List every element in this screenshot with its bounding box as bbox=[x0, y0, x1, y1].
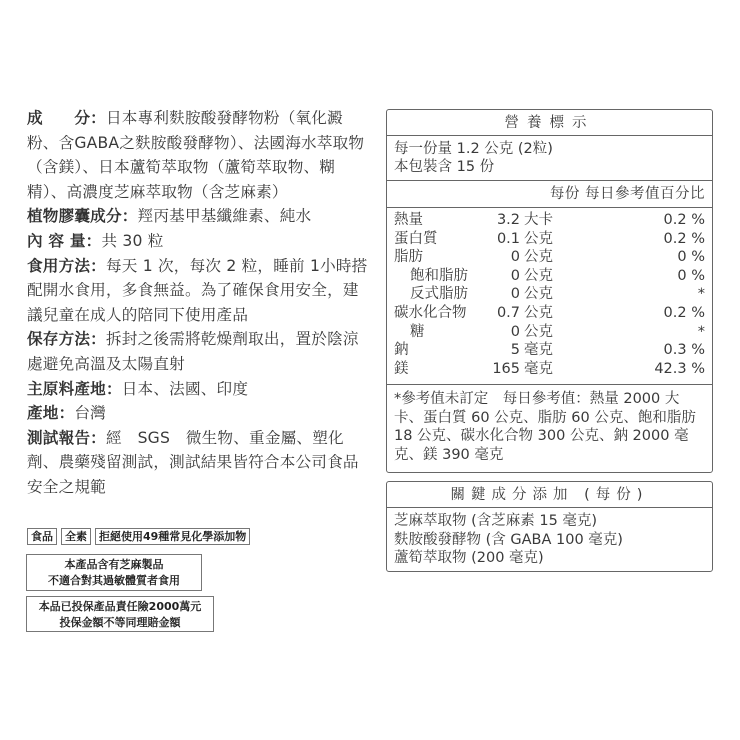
ingredients-label: 成 分： bbox=[27, 109, 106, 127]
origin-label: 主原料產地： bbox=[27, 379, 122, 398]
nutrient-name: 飽和脂肪 bbox=[410, 267, 468, 284]
nutrient-unit: 公克 bbox=[524, 249, 553, 266]
nutrition-header: 每份 每日參考值百分比 bbox=[387, 181, 712, 208]
product-info bbox=[27, 106, 372, 500]
nutrient-name: 碳水化合物 bbox=[394, 304, 467, 321]
test-label: 測試報告： bbox=[27, 428, 106, 447]
nutrient-name: 糖 bbox=[410, 323, 425, 340]
serving-info bbox=[387, 136, 712, 181]
badge-vegan: 全素 bbox=[61, 528, 91, 545]
nutrient-daily-pct: * bbox=[697, 286, 705, 303]
nutrition-row bbox=[394, 230, 705, 249]
nutrition-row bbox=[394, 360, 705, 379]
nutrient-value: 0 bbox=[510, 323, 520, 340]
made-text: 台灣 bbox=[74, 404, 106, 423]
nutrient-value: 0.7 bbox=[496, 304, 520, 321]
nutrient-daily-pct: 0 % bbox=[677, 267, 705, 284]
nutrition-facts-table bbox=[386, 109, 713, 473]
made-label: 產地： bbox=[27, 404, 75, 423]
storage-text: 拆封之後需將乾燥劑取出，置於陰涼處避免高溫及太陽直射 bbox=[27, 330, 359, 373]
serving-size: 每一份量 1.2 公克 (2粒) bbox=[394, 141, 553, 157]
nutrient-unit: 毫克 bbox=[524, 342, 553, 359]
badge-no-additives: 拒絕使用49種常見化學添加物 bbox=[95, 528, 250, 545]
nutrition-row bbox=[394, 285, 705, 304]
test-line bbox=[27, 426, 372, 500]
nutrient-daily-pct: 0.3 % bbox=[663, 342, 705, 359]
nutrition-row bbox=[394, 304, 705, 323]
nutrition-row bbox=[394, 267, 705, 286]
usage-label: 食用方法： bbox=[27, 256, 106, 275]
nutrient-daily-pct: 0.2 % bbox=[663, 304, 705, 321]
badge-food: 食品 bbox=[27, 528, 57, 545]
nutrient-daily-pct: 0.2 % bbox=[663, 230, 705, 247]
nutrient-name: 脂肪 bbox=[394, 249, 423, 266]
key-ingredient-item: 麩胺酸發酵物 (含 GABA 100 毫克) bbox=[394, 531, 623, 548]
usage-text: 每天 1 次，每次 2 粒，睡前 1小時搭配開水食用，多食無益。為了確保食用安全，建議兒童在成人的陪同下使用產品 bbox=[27, 256, 368, 324]
capsule-label: 植物膠囊成分： bbox=[27, 207, 138, 226]
insurance-notice-line2: 投保金額不等同理賠金額 bbox=[59, 615, 181, 629]
nutrient-name: 熱量 bbox=[394, 212, 423, 228]
nutrient-unit: 大卡 bbox=[524, 212, 553, 228]
nutrition-footnote: *參考值未訂定 每日參考值：熱量 2000 大卡、蛋白質 60 公克、脂肪 60 公克、飽和脂肪 18 公克、碳水化合物 300 公克、鈉 2000 毫克、鎂 390 毫克 bbox=[394, 391, 696, 463]
nutrient-unit: 公克 bbox=[524, 230, 553, 247]
nutrient-daily-pct: 0.2 % bbox=[663, 212, 705, 228]
allergy-notice bbox=[26, 554, 202, 591]
servings-per-pack: 本包裝含 15 份 bbox=[394, 159, 495, 175]
nutrient-unit: 公克 bbox=[524, 323, 553, 340]
nutrient-name: 反式脂肪 bbox=[410, 286, 468, 303]
capsule-text: 羥丙基甲基纖維素、純水 bbox=[137, 207, 312, 226]
nutrient-name: 鎂 bbox=[394, 360, 409, 377]
usage-line bbox=[27, 254, 372, 328]
nutrient-unit: 公克 bbox=[524, 286, 553, 303]
nutrient-unit: 毫克 bbox=[524, 360, 553, 377]
nutrient-value: 0.1 bbox=[496, 230, 520, 247]
content-label: 內 容 量： bbox=[27, 231, 102, 250]
content-text: 共 30 粒 bbox=[101, 231, 164, 250]
nutrition-row bbox=[394, 341, 705, 360]
ingredients-text: 日本專利麩胺酸發酵物粉（氧化澱粉、含GABA之麩胺酸發酵物）、法國海水萃取物（含鎂）、日本蘆筍萃取物（蘆筍萃取物、糊精）、高濃度芝麻萃取物（含芝麻素） bbox=[27, 109, 365, 201]
origin-line bbox=[27, 377, 372, 402]
nutrient-value: 3.2 bbox=[496, 212, 520, 228]
nutrient-name: 蛋白質 bbox=[394, 230, 438, 247]
nutrition-rows bbox=[387, 208, 712, 385]
test-text: 經 SGS 微生物、重金屬、塑化劑、農藥殘留測試，測試結果皆符合本公司食品安全之規範 bbox=[27, 428, 359, 496]
insurance-notice-line1: 本品已投保產品責任險2000萬元 bbox=[38, 600, 202, 613]
nutrition-row bbox=[394, 248, 705, 267]
key-ingredients-list bbox=[387, 508, 712, 568]
made-line bbox=[27, 401, 372, 426]
allergy-notice-line2: 不適合對其過敏體質者食用 bbox=[48, 573, 180, 587]
nutrient-value: 0 bbox=[510, 267, 520, 284]
content-line bbox=[27, 229, 372, 254]
key-ingredient-item: 芝麻萃取物 (含芝麻素 15 毫克) bbox=[394, 513, 598, 529]
nutrient-value: 165 bbox=[492, 360, 520, 377]
ingredients-line bbox=[27, 106, 372, 204]
nutrient-value: 0 bbox=[510, 249, 520, 266]
nutrient-unit: 公克 bbox=[524, 304, 553, 321]
nutrient-value: 5 bbox=[510, 342, 520, 359]
nutrient-value: 0 bbox=[510, 286, 520, 303]
nutrition-title: 營養標示 bbox=[387, 110, 712, 136]
badge-row bbox=[27, 528, 250, 545]
nutrient-unit: 公克 bbox=[524, 267, 553, 284]
nutrient-daily-pct: 42.3 % bbox=[654, 360, 705, 377]
allergy-notice-line1: 本產品含有芝麻製品 bbox=[64, 558, 164, 571]
nutrition-row bbox=[394, 211, 705, 230]
key-ingredients-title: 關鍵成分添加 (每份) bbox=[387, 482, 712, 508]
nutrition-row bbox=[394, 323, 705, 342]
key-ingredient-item: 蘆筍萃取物 (200 毫克) bbox=[394, 550, 544, 566]
nutrient-daily-pct: * bbox=[697, 323, 705, 340]
nutrient-daily-pct: 0 % bbox=[677, 249, 705, 266]
capsule-line bbox=[27, 204, 372, 229]
key-ingredients-table bbox=[386, 481, 713, 572]
storage-line bbox=[27, 327, 372, 376]
storage-label: 保存方法： bbox=[27, 330, 106, 349]
nutrient-name: 鈉 bbox=[394, 342, 409, 359]
insurance-notice bbox=[26, 596, 214, 632]
origin-text: 日本、法國、印度 bbox=[121, 379, 249, 398]
